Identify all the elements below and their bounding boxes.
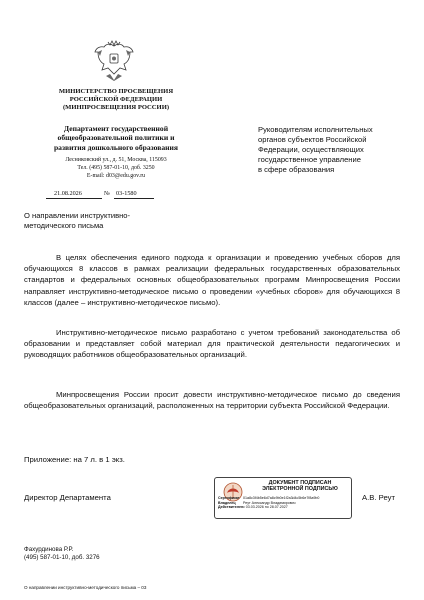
address-line-2: Тел. (495) 587-01-10, доб. 3250 bbox=[77, 165, 155, 171]
subject-line-1: О направлении инструктивно- bbox=[24, 211, 131, 220]
stamp-owner-value: Реут Александр Владимирович bbox=[243, 500, 296, 505]
letter-subject bbox=[24, 211, 184, 230]
executor-name: Фахурдинова Р.Р. bbox=[24, 546, 74, 553]
stamp-cert-label: Сертификат bbox=[218, 496, 240, 500]
attachment-note: Приложение: на 7 л. в 1 экз. bbox=[24, 455, 125, 464]
recipient-line-2: органов субъектов Российской bbox=[258, 135, 367, 144]
ministry-line-2: РОССИЙСКОЙ ФЕДЕРАЦИИ bbox=[69, 96, 163, 103]
department-line-2: общеобразовательной политики и bbox=[57, 133, 175, 143]
recipient-line-3: Федерации, осуществляющих bbox=[258, 145, 364, 154]
address-line-1: Лесниковский ул., д. 51, Москва, 115093 bbox=[65, 157, 167, 163]
department-line-1: Департамент государственной bbox=[63, 124, 169, 133]
stamp-title bbox=[251, 480, 349, 492]
signatory-position: Директор Департамента bbox=[24, 493, 111, 502]
body-paragraph-3: Минпросвещения России просит довести инструктивно-методическое письмо до сведения общеобразовательных организаций, расположенных на территории субъекта Российской Федерации. bbox=[24, 390, 400, 411]
footer-note: О направлении инструктивно-методического письма – 03 bbox=[24, 585, 147, 590]
subject-line-2: методического письма bbox=[24, 220, 104, 230]
recipient-block bbox=[258, 125, 408, 175]
stamp-title-line-1: ДОКУМЕНТ ПОДПИСАН bbox=[268, 480, 332, 486]
electronic-signature-stamp bbox=[214, 477, 352, 519]
registration-number-label: № bbox=[104, 190, 110, 197]
signatory-name: А.В. Реут bbox=[362, 493, 396, 502]
registration-number: 03-1580 bbox=[116, 190, 137, 197]
recipient-line-4: государственное управление bbox=[258, 155, 361, 164]
stamp-details bbox=[218, 496, 350, 510]
body-paragraph-1: В целях обеспечения единого подхода к организации и проведению учебных сборов для обучающихся 8 классов в рамках реализации федеральных государственных образовательных стандартов и федеральных основных общеобразовательных программ Минпросвещения России направляет инструктивно-методическое письмо о проведении «учебных сборов» для обучающихся 8 классов (далее – инструктивно-методическое письмо). bbox=[24, 253, 400, 307]
recipient-line-5: в сфере образования bbox=[258, 165, 335, 174]
registration-line bbox=[24, 190, 214, 200]
executor-phone: (495) 587-01-10, доб. 3276 bbox=[24, 554, 100, 561]
ministry-line-1: МИНИСТЕРСТВО ПРОСВЕЩЕНИЯ bbox=[58, 88, 174, 95]
department-name bbox=[24, 124, 208, 152]
coat-of-arms-icon bbox=[92, 40, 136, 82]
registration-date: 21.08.2026 bbox=[54, 190, 82, 197]
ministry-line-3: (МИНПРОСВЕЩЕНИЯ РОССИИ) bbox=[62, 104, 170, 111]
stamp-cert-value: 01a8c3f4b5e6d7a8c9b0e1f2a3d4c5b6e7f8a9b0 bbox=[243, 496, 320, 500]
recipient-line-1: Руководителям исполнительных bbox=[258, 125, 373, 134]
stamp-owner-label: Владелец bbox=[218, 500, 236, 505]
executor-block bbox=[24, 546, 100, 562]
body-paragraph-2: Инструктивно-методическое письмо разработано с учетом требований законодательства об образовании и представляет собой материал для практической деятельности педагогических и руководящих работников общеобразовательных организаций. bbox=[24, 328, 400, 360]
address-line-3: E-mail: d03@edu.gov.ru bbox=[86, 173, 146, 179]
stamp-valid-row bbox=[218, 505, 350, 510]
stamp-title-line-2: ЭЛЕКТРОННОЙ ПОДПИСЬЮ bbox=[262, 486, 338, 493]
department-address bbox=[24, 156, 208, 180]
stamp-valid-value: с 03.03.2026 по 28.07.2027 bbox=[243, 505, 288, 510]
ministry-name bbox=[24, 88, 208, 112]
department-line-3: развития дошкольного образования bbox=[53, 142, 179, 152]
stamp-valid-label: Действителен bbox=[218, 505, 244, 510]
